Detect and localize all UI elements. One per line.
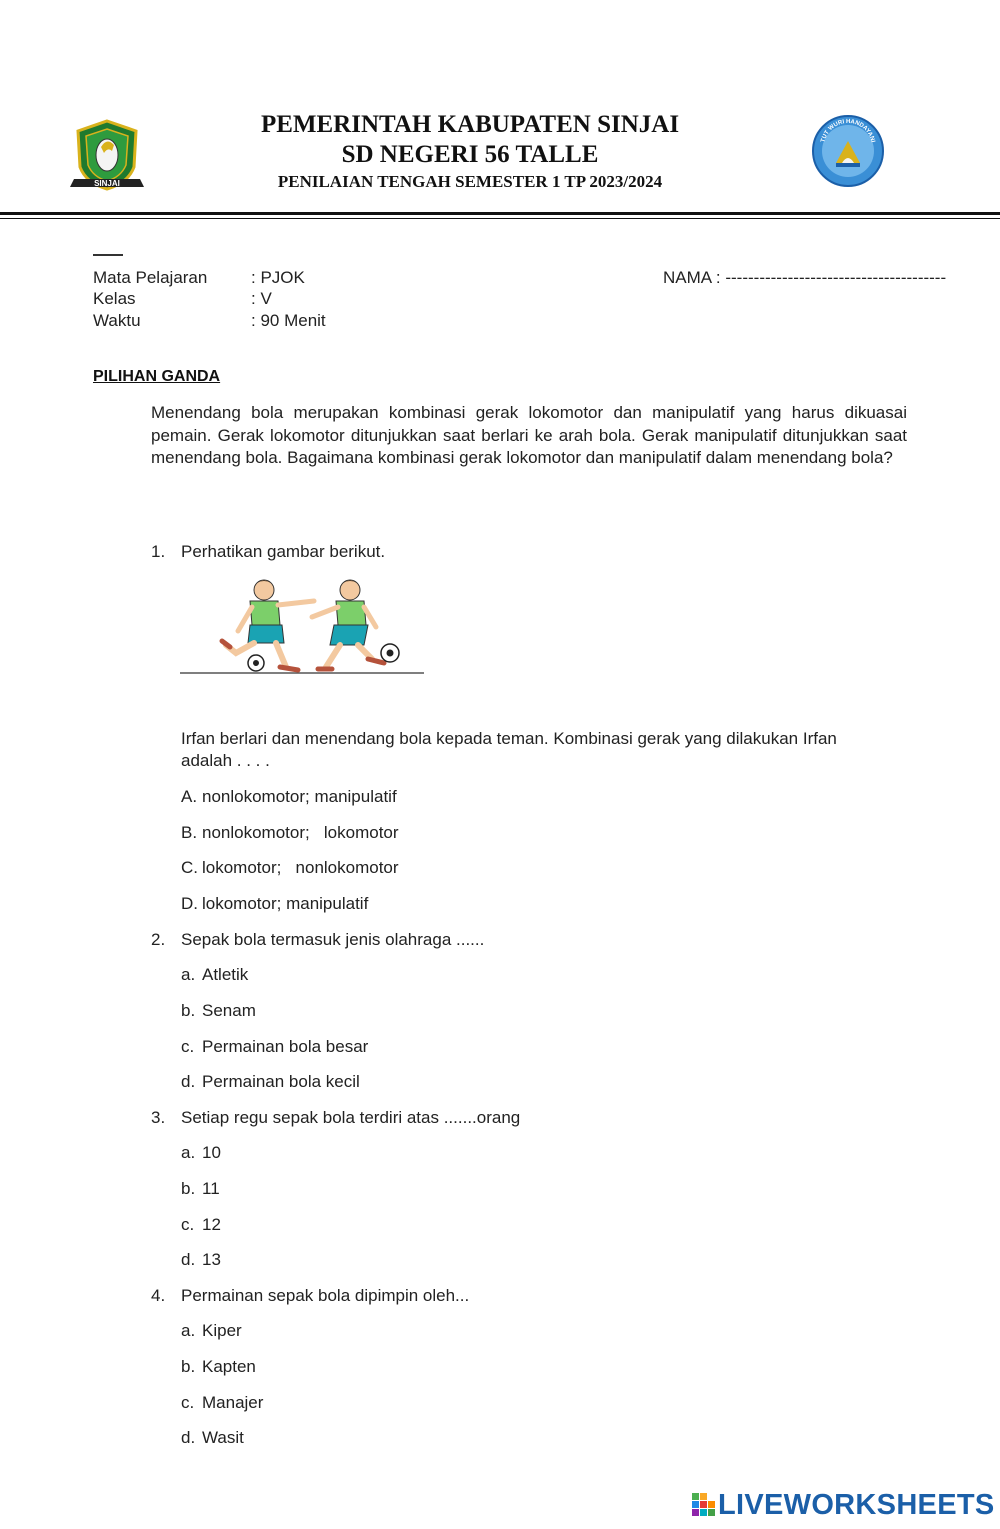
question-3-option-d[interactable] (181, 1250, 221, 1270)
question-3-option-c[interactable] (181, 1215, 221, 1235)
header-divider-thick (0, 212, 1000, 215)
option-text: 13 (202, 1250, 221, 1269)
header-divider-thin (0, 218, 1000, 219)
question-1-number: 1. (151, 542, 166, 561)
option-text: 12 (202, 1215, 221, 1234)
option-text: Wasit (202, 1428, 244, 1447)
liveworksheets-brand[interactable]: LIVEWORKSHEETS (718, 1489, 995, 1521)
header-exam: PENILAIAN TENGAH SEMESTER 1 TP 2023/2024 (277, 172, 663, 191)
soccer-kick-illustration (180, 575, 426, 677)
option-letter: C. (181, 858, 198, 877)
class-label: Kelas (93, 289, 136, 308)
option-text: Senam (202, 1001, 256, 1020)
option-letter: c. (181, 1215, 195, 1234)
option-text: nonlokomotor; lokomotor (202, 823, 399, 842)
question-3-option-b[interactable] (181, 1179, 220, 1199)
logo-motto-text: TUT WURI HANDAYANI (820, 118, 876, 144)
question-1-option-b[interactable] (181, 823, 399, 843)
subject-value: : PJOK (251, 268, 305, 287)
option-text: nonlokomotor; manipulatif (202, 787, 397, 806)
question-2-option-a[interactable] (181, 965, 248, 985)
option-letter: c. (181, 1037, 195, 1056)
option-text: Permainan bola kecil (202, 1072, 360, 1091)
option-letter: b. (181, 1179, 196, 1198)
small-mark (93, 254, 123, 256)
option-letter: a. (181, 1321, 196, 1340)
subject-label: Mata Pelajaran (93, 268, 208, 287)
option-text: Manajer (202, 1393, 264, 1412)
option-text: 11 (202, 1179, 220, 1198)
question-3-option-a[interactable] (181, 1143, 221, 1163)
option-letter: a. (181, 965, 196, 984)
question-4-option-d[interactable] (181, 1428, 244, 1448)
question-4-option-c[interactable] (181, 1393, 263, 1413)
question-3-number: 3. (151, 1108, 166, 1127)
option-letter: A. (181, 787, 198, 806)
question-2-option-b[interactable] (181, 1001, 256, 1021)
option-letter: c. (181, 1393, 195, 1412)
question-2-number: 2. (151, 930, 166, 949)
option-text: lokomotor; nonlokomotor (202, 858, 399, 877)
option-text: lokomotor; manipulatif (202, 894, 369, 913)
option-letter: d. (181, 1072, 196, 1091)
question-4-option-b[interactable] (181, 1357, 256, 1377)
question-1-option-c[interactable] (181, 858, 399, 878)
option-letter: D. (181, 894, 198, 913)
header-school: SD NEGERI 56 TALLE (341, 141, 599, 168)
question-4-text: Permainan sepak bola dipimpin oleh... (181, 1286, 470, 1305)
time-value: : 90 Menit (251, 311, 326, 330)
header-government: PEMERINTAH KABUPATEN SINJAI (260, 111, 680, 138)
section-title: PILIHAN GANDA (93, 368, 221, 385)
question-1-option-a[interactable] (181, 787, 397, 807)
option-letter: d. (181, 1428, 196, 1447)
question-2-option-d[interactable] (181, 1072, 360, 1092)
option-letter: B. (181, 823, 198, 842)
option-text: 10 (202, 1143, 221, 1162)
question-2-option-c[interactable] (181, 1037, 368, 1057)
question-2-text: Sepak bola termasuk jenis olahraga ...... (181, 930, 485, 949)
class-value: : V (251, 289, 272, 308)
option-text: Permainan bola besar (202, 1037, 369, 1056)
intro-paragraph: Menendang bola merupakan kombinasi gerak lokomotor dan manipulatif yang harus dikuasai pemain. Gerak lokomotor ditunjukkan saat berlari ke arah bola. Gerak manipulatif ditunjukkan saat menendang bola. Bagaimana kombinasi gerak lokomotor dan manipulatif dalam menendang bola? (151, 403, 907, 467)
option-letter: b. (181, 1001, 196, 1020)
question-1-text: Perhatikan gambar berikut. (181, 542, 386, 561)
option-text: Kapten (202, 1357, 256, 1376)
option-letter: b. (181, 1357, 196, 1376)
question-1-followup: Irfan berlari dan menendang bola kepada teman. Kombinasi gerak yang dilakukan Irfan adalah . . . . (181, 729, 837, 770)
name-field[interactable]: NAMA : --------------------------------------- (663, 268, 947, 287)
liveworksheets-logo-icon (692, 1493, 716, 1517)
option-text: Atletik (202, 965, 249, 984)
question-1-option-d[interactable] (181, 894, 368, 914)
question-4-option-a[interactable] (181, 1321, 242, 1341)
option-letter: a. (181, 1143, 196, 1162)
time-label: Waktu (93, 311, 141, 330)
option-text: Kiper (202, 1321, 242, 1340)
question-3-text: Setiap regu sepak bola terdiri atas .......orang (181, 1108, 521, 1127)
question-4-number: 4. (151, 1286, 166, 1305)
logo-banner-text: SINJAI (94, 179, 120, 188)
option-letter: d. (181, 1250, 196, 1269)
